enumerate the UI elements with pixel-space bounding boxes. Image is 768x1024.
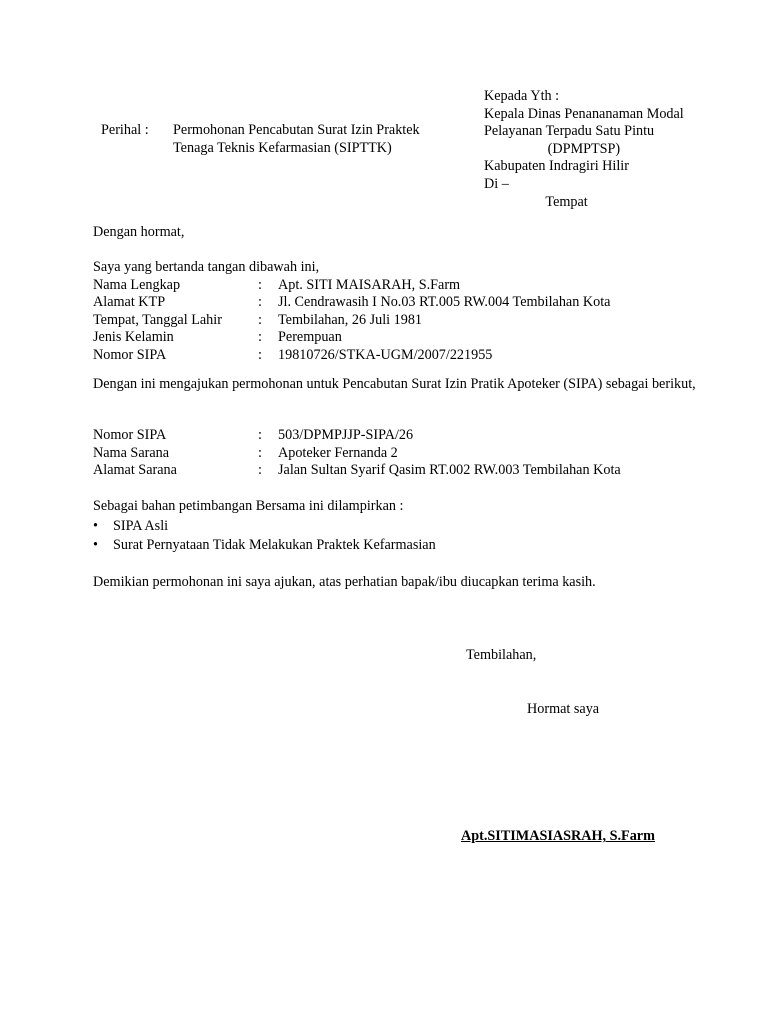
field-colon: :	[258, 462, 262, 479]
bullet-icon: •	[93, 537, 98, 553]
greeting: Dengan hormat,	[93, 224, 185, 240]
field-value: Jl. Cendrawasih I No.03 RT.005 RW.004 Tembilahan Kota	[278, 294, 611, 311]
attachment-label: Surat Pernyataan Tidak Melakukan Praktek Kefarmasian	[113, 537, 436, 553]
field-colon: :	[258, 329, 262, 346]
recipient-salutation: Kepada Yth :	[484, 88, 560, 104]
recipient-line: Pelayanan Terpadu Satu Pintu	[484, 123, 655, 140]
field-label: Tempat, Tanggal Lahir	[93, 311, 222, 328]
field-colon: :	[258, 346, 262, 363]
list-item	[93, 536, 436, 555]
field-value: 19810726/STKA-UGM/2007/221955	[278, 346, 493, 363]
identity-row	[93, 277, 610, 295]
recipient-address	[484, 88, 684, 211]
attachment-label: SIPA Asli	[113, 518, 169, 534]
recipient-line: Kepala Dinas Penananaman Modal	[484, 105, 684, 122]
sipa-row	[93, 427, 621, 445]
field-label: Jenis Kelamin	[93, 329, 174, 346]
field-label: Alamat KTP	[93, 294, 166, 311]
bullet-icon: •	[93, 518, 98, 534]
field-value: 503/DPMPJJP-SIPA/26	[278, 427, 414, 443]
request-paragraph: Dengan ini mengajukan permohonan untuk Pencabutan Surat Izin Pratik Apoteker (SIPA) sebagai berikut,	[93, 376, 696, 392]
field-label: Nama Sarana	[93, 444, 170, 461]
opening	[93, 224, 184, 242]
perihal-line: Permohonan Pencabutan Surat Izin Praktek	[173, 122, 420, 138]
perihal-subject	[173, 122, 420, 157]
perihal-line: Tenaga Teknis Kefarmasian (SIPTTK)	[173, 139, 392, 156]
identity-row	[93, 329, 610, 347]
attachments-intro: Sebagai bahan petimbangan Bersama ini dilampirkan :	[93, 498, 404, 514]
field-label: Nama Lengkap	[93, 276, 181, 293]
identity-table	[93, 259, 610, 365]
recipient-line: (DPMPTSP)	[547, 140, 621, 157]
field-value: Apt. SITI MAISARAH, S.Farm	[278, 276, 461, 293]
closing-paragraph: Demikian permohonan ini saya ajukan, atas perhatian bapak/ibu diucapkan terima kasih.	[93, 574, 596, 590]
field-label: Nomor SIPA	[93, 427, 167, 443]
sipa-row	[93, 445, 621, 463]
field-value: Apoteker Fernanda 2	[278, 444, 398, 461]
signature-regards: Hormat saya	[527, 701, 600, 717]
field-colon: :	[258, 276, 262, 293]
field-colon: :	[258, 427, 262, 443]
identity-row	[93, 294, 610, 312]
field-value: Jalan Sultan Syarif Qasim RT.002 RW.003 Tembilahan Kota	[278, 462, 621, 479]
signer-name: Apt.SITIMASIASRAH, S.Farm	[461, 828, 655, 844]
attachments-list	[93, 517, 436, 555]
identity-row	[93, 312, 610, 330]
intro-text: Saya yang bertanda tangan dibawah ini,	[93, 259, 320, 275]
field-colon: :	[258, 311, 262, 328]
field-label: Nomor SIPA	[93, 346, 167, 363]
field-colon: :	[258, 444, 262, 461]
signature-place: Tembilahan,	[466, 647, 537, 663]
field-value: Tembilahan, 26 Juli 1981	[278, 311, 423, 328]
sipa-row	[93, 462, 621, 480]
sipa-details-table	[93, 427, 621, 480]
recipient-line: Di –	[484, 175, 509, 192]
field-label: Alamat Sarana	[93, 462, 177, 479]
field-colon: :	[258, 294, 262, 311]
identity-row	[93, 347, 610, 365]
field-value: Perempuan	[278, 329, 342, 346]
perihal-label: Perihal :	[101, 122, 149, 138]
list-item	[93, 517, 436, 536]
recipient-line: Kabupaten Indragiri Hilir	[484, 158, 629, 175]
recipient-line: Tempat	[545, 193, 588, 210]
intro-row	[93, 259, 610, 277]
